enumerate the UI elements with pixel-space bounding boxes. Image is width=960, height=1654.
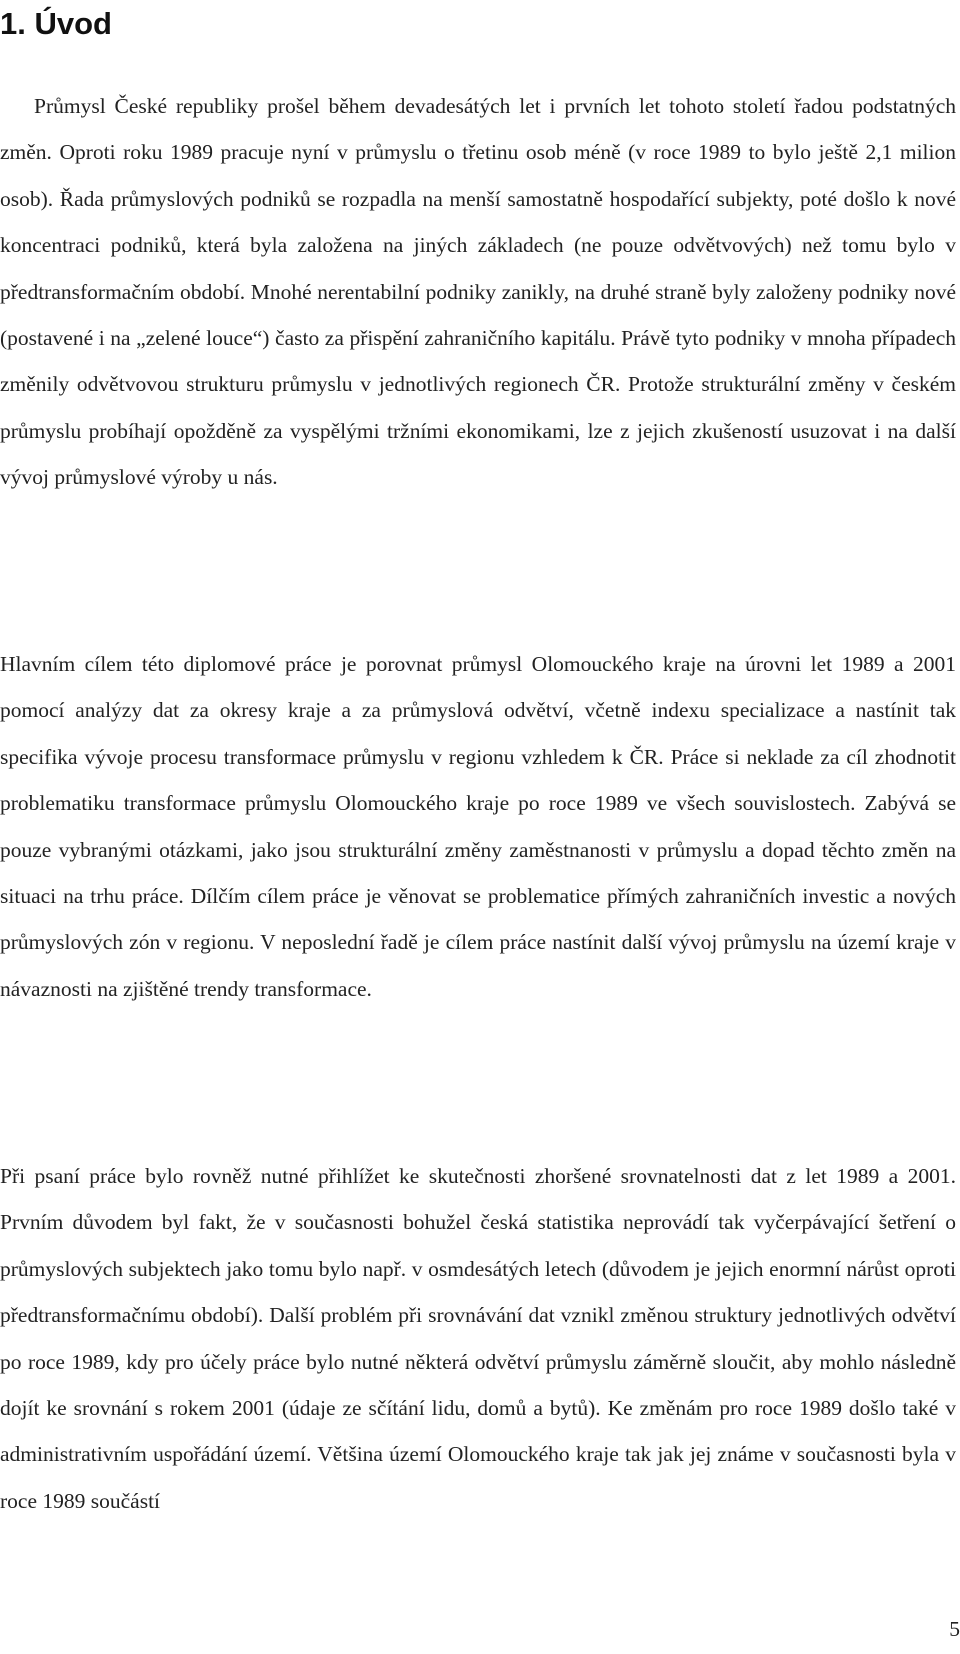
paragraph-thesis-goals: Hlavním cílem této diplomové práce je porovnat průmysl Olomouckého kraje na úrovni let 1989 a 2001 pomocí analýzy dat za okresy kraje a za průmyslová odvětví, včetně indexu specializace a nastínit tak specifika vývoje procesu transformace průmyslu v regionu vzhledem k ČR. Práce si neklade za cíl zhodnotit problematiku transformace průmyslu Olomouckého kraje po roce 1989 ve všech souvislostech. Zabývá se pouze vybranými otázkami, jako jsou strukturální změny zaměstnanosti v průmyslu a dopad těchto změn na situaci na trhu práce. Dílčím cílem práce je věnovat se problematice přímých zahraničních investic a nových průmyslových zón v regionu. V neposlední řadě je cílem práce nastínit další vývoj průmyslu na území kraje v návaznosti na zjištěné trendy transformace. bbox=[0, 652, 956, 1001]
paragraph-industry-changes: Průmysl České republiky prošel během devadesátých let i prvních let tohoto století řadou podstatných změn. Oproti roku 1989 pracuje nyní v průmyslu o třetinu osob méně (v roce 1989 to bylo ještě 2,1 milion osob). Řada průmyslových podniků se rozpadla na menší samostatně hospodařící subjekty, poté došlo k nové koncentraci podniků, která byla založena na jiných základech (ne pouze odvětvových) než tomu bylo v předtransformačním období. Mnohé nerentabilní podniky zanikly, na druhé straně byly založeny podniky nové (postavené i na „zelené louce“) často za přispění zahraničního kapitálu. Právě tyto podniky v mnoha případech změnily odvětvovou strukturu průmyslu v jednotlivých regionech ČR. Protože strukturální změny v českém průmyslu probíhají opožděně za vyspělými tržními ekonomikami, lze z jejich zkušeností usuzovat i na další vývoj průmyslové výroby u nás. bbox=[0, 94, 956, 490]
page-number: 5 bbox=[949, 1617, 960, 1641]
paragraph-data-comparability: Při psaní práce bylo rovněž nutné přihlížet ke skutečnosti zhoršené srovnatelnosti dat z let 1989 a 2001. Prvním důvodem byl fakt, že v současnosti bohužel česká statistika neprovádí tak vyčerpávající šetření o průmyslových subjektech jako tomu bylo např. v osmdesátých letech (důvodem je jejich enormní nárůst oproti předtransformačnímu období). Další problém při srovnávání dat vznikl změnou struktury jednotlivých odvětví po roce 1989, kdy pro účely práce bylo nutné některá odvětví průmyslu záměrně sloučit, aby mohlo následně dojít ke srovnání s rokem 2001 (údaje ze sčítání lidu, domů a bytů). Ke změnám pro roce 1989 došlo také v administrativním uspořádání území. Většina území Olomouckého kraje tak jak jej známe v současnosti byla v roce 1989 součástí bbox=[0, 1164, 956, 1513]
section-heading: 1. Úvod bbox=[0, 6, 112, 41]
